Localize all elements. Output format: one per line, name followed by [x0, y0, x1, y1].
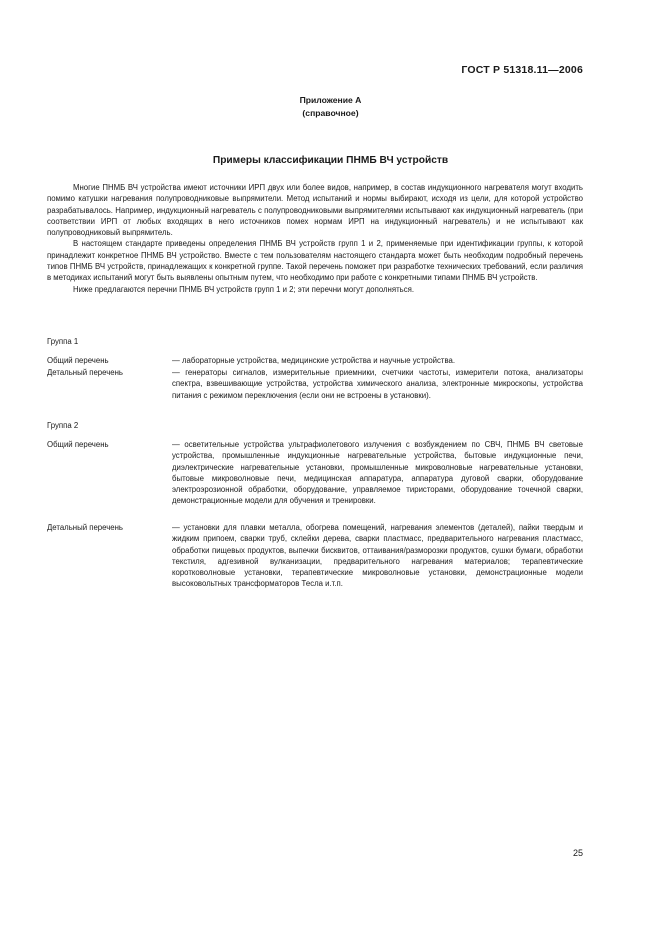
group2-label: Группа 2: [47, 421, 79, 430]
group1-general-desc: — лабораторные устройства, медицинские устройства и научные устройства.: [172, 356, 456, 365]
group2-general-term: Общий перечень: [47, 440, 109, 449]
intro-text: [47, 182, 583, 295]
group2-general-desc: — осветительные устройства ультрафиолетового излучения с возбуждением по СВЧ, ПНМБ ВЧ световые устройства, промышленные индукционные нагревательные устройства, бытовые индукционные печи, диэлектрические нагревательные установки, промышленные микроволновые нагревательные установки, бытовые микроволновые печи, медицинская аппаратура, аппаратура дуговой сварки, оборудование электроэрозионной обработки, оборудование, управляемое тиристорами, оборудование точечной сварки, демонстрационные модели для обучения и тренировки.: [172, 440, 583, 506]
group1-general-term: Общий перечень: [47, 356, 109, 365]
standard-code: ГОСТ Р 51318.11—2006: [461, 64, 583, 76]
appendix-title: Приложение А: [299, 95, 362, 105]
page-number: 25: [572, 848, 583, 858]
group1-label: Группа 1: [47, 337, 79, 346]
appendix-heading: [0, 94, 661, 120]
paragraph: В настоящем стандарте приведены определения ПНМБ ВЧ устройств групп 1 и 2, применяемые при идентификации группы, к которой принадлежит конкретное ПНМБ ВЧ устройство. Вместе с тем пользователям настоящего стандарта может быть необходим подробный перечень типов ПНМБ ВЧ устройств, принадлежащих к конкретной группе. Такой перечень поможет при разработке технических требований, если различия в методиках испытаний могут быть выявлены опытным путем, что необходимо при работе с конкретными типами ПНМБ ВЧ устройств.: [47, 239, 583, 283]
paragraph: Ниже предлагаются перечни ПНМБ ВЧ устройств групп 1 и 2; эти перечни могут дополняться.: [73, 284, 414, 294]
group2-detail-desc: — установки для плавки металла, обогрева помещений, нагревания элементов (деталей), пайки твердым и жидким припоем, сварки труб, склейки дерева, сварки пластмасс, предварительного нагревания пластмасс, обработки пищевых продуктов, выпечки бисквитов, оттаивания/разморозки продуктов, сушки бумаги, обработки текстиля, адгезивной вулканизации, предварительного нагревания материалов; терапевтические коротковолновые установки, терапевтические микроволновые установки, демонстрационные модели высоковольтных трансформаторов Тесла и.т.п.: [172, 523, 583, 589]
appendix-type: (справочное): [302, 108, 359, 118]
group2-detail-term: Детальный перечень: [47, 523, 123, 532]
group1-detail-desc: — генераторы сигналов, измерительные приемники, счетчики частоты, измерители потока, анализаторы спектра, взвешивающие устройства, устройства химического анализа, электронные микроскопы, устройства питания с режимом переключения (если они не встроены в установки).: [172, 368, 583, 400]
section-title: Примеры классификации ПНМБ ВЧ устройств: [212, 155, 449, 166]
paragraph: Многие ПНМБ ВЧ устройства имеют источники ИРП двух или более видов, например, в состав индукционного нагревателя могут входить помимо катушки нагревания полупроводниковые выпрямители. Метод испытаний и нормы выбирают, исходя из цели, для которой устройство разрабатывалось. Например, индукционный нагреватель с полупроводниковыми выпрямителями испытывают как индукционный нагреватель (при соответствии ИРП от любых входящих в него источников помех нормам ИРП на индукционный нагреватель) и не испытывают как полупроводниковый выпрямитель.: [47, 183, 583, 238]
group1-detail-term: Детальный перечень: [47, 368, 123, 377]
